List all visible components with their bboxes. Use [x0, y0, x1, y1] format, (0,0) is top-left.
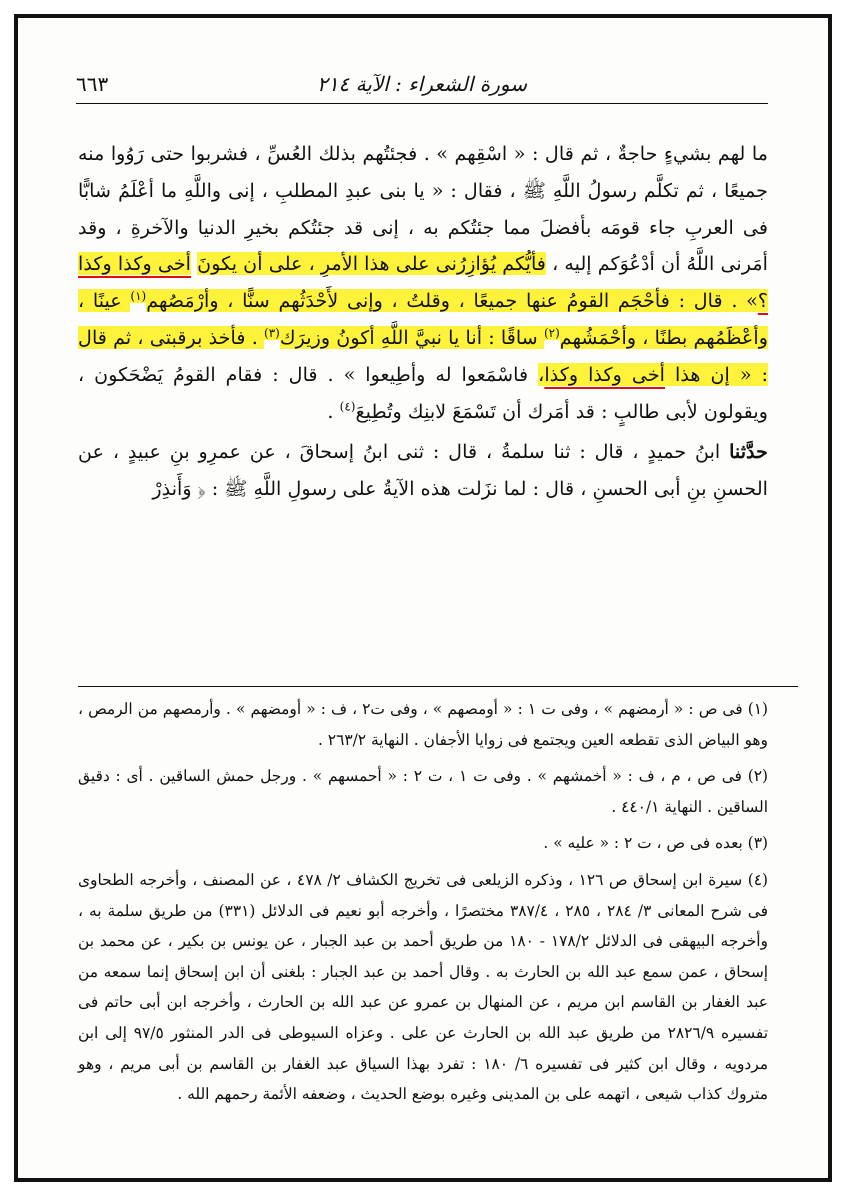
footnote-3: (٣) بعده فى ص ، ت ٢ : « عليه » .	[543, 834, 768, 853]
highlight-1: فأيُّكم يُؤازِرُنى على هذا الأمرِ ، على أن يكونَ	[197, 252, 546, 276]
main-text	[78, 136, 768, 508]
header-rule	[76, 103, 768, 104]
text-plain-3: ابنُ حميدٍ ، قال : ثنا سلمةُ ، قال : ثنى ابنُ إسحاقَ ، عن عمرِو بنِ عبيدٍ ، عن الحسنِ بنِ أبى الحسنِ ، قال : لما نزَلت هذه الآيةُ على رسولِ اللَّهِ ﷺ : ﴿ وَأَنذِرْ	[78, 440, 768, 501]
footnote-1: (١) فى ص : « أرمضهم » ، وفى ت ١ : « أومصهم » ، وفى ت٢ ، ف : « أومضهم » . وأرمصهم من الرمص ، وهو البياض الذى تقطعه العين ويجتمع فى زوايا الأجفان . النهاية ٢٦٣/٢ .	[78, 700, 768, 749]
footnote-4: (٤) سيرة ابن إسحاق ص ١٢٦ ، وذكره الزيلعى فى تخريج الكشاف ٢/ ٤٧٨ ، عن المصنف ، وأخرجه الطحاوى فى شرح المعانى ٣/ ٢٨٤ ، ٢٨٥ ، ٣٨٧/٤ مختصرًا ، وأخرجه أبو نعيم فى الدلائل (٣٣١) من طريق سلمة به ، وأخرجه البيهقى فى الدلائل ١٧٨/٢ - ١٨٠ من طريق أحمد بن عبد الجبار ، عن يونس بن بكير ، عن محمد بن إسحاق ، عمن سمع عبد الله بن الحارث به . وقال أحمد بن عبد الجبار : بلغنى أن ابن إسحاق إنما سمعه من عبد الغفار بن القاسم ابن مريم ، عن المنهال بن عمرو عن عبد الله بن الحارث ، وأخرجه ابن أبى حاتم فى تفسيره ٢٨٢٦/٩ من طريق عبد الله بن الحارث عن على . وعزاه السيوطى فى الدر المنثور ٩٧/٥ إلى ابن مردويه ، وقال ابن كثير فى تفسيره ٦/ ١٨٠ : تفرد بهذا السياق عبد الغفار بن القاسم بن أبى مريم ، وهو متروك كذاب شيعى ، اتهمه على بن المدينى وغيره بوضع الحديث ، وضعفه الأئمة رحمهم الله .	[78, 870, 768, 1104]
highlight-6: ،	[538, 362, 545, 386]
book-page	[18, 18, 828, 1178]
page-frame	[14, 14, 832, 1182]
page-header	[76, 66, 768, 104]
running-title: سورة الشعراء : الآية ٢١٤	[316, 72, 528, 96]
paragraph-1	[78, 136, 768, 430]
footnote-ref-3[interactable]: (٣)	[264, 325, 280, 340]
footnote-ref-1[interactable]: (١)	[130, 288, 147, 303]
underlined-phrase-2: أخى وكذا وكذا	[544, 362, 666, 386]
hadith-lead: حدَّثنا	[729, 440, 768, 464]
paragraph-2	[78, 434, 768, 508]
footnote-ref-2[interactable]: (٢)	[543, 325, 560, 340]
footnote-2: (٢) فى ص ، م ، ف : « أخمشهم » . وفى ت ١ ، ت ٢ : « أحمسهم » . ورجل حمش الساقين . أى : دقيق الساقين . النهاية ٤٤٠/١ .	[78, 767, 768, 816]
highlight-4: ساقًا : أنا يا نبيَّ اللَّهِ أكونُ وزيرَك	[279, 325, 538, 349]
highlight-2: » . قال : فأحْجَم القومُ عنها جميعًا ، وقلتُ ، وإنى لأَحْدَثُهم سنًّا ، وأرْمَصُهم	[146, 289, 758, 313]
underlined-phrase-1: أخى وكذا وكذا ؟	[78, 252, 769, 313]
text-plain-1: ما لهم بشيءٍ حاجةٌ ، ثم قال : « اسْقِهم » . فجئتُهم بذلك العُسِّ ، فشربوا حتى رَوُوا منه جميعًا ، ثم تكلَّم رسولُ اللَّهِ ﷺ ، فقال : « يا بنى عبدِ المطلبِ ، إنى واللَّهِ ما أعْلَمُ شابًّا فى العربِ جاء قومَه بأفضلَ مما جئتُكم به ، إنى قد جئتُكم بخيرِ الدنيا والآخرةِ ، وقد أمَرنى اللَّهُ أن أدْعُوَكم إليه ،	[78, 142, 768, 276]
page-number: ٦٦٣	[76, 72, 109, 96]
text-plain-2: فاسْمَعوا له وأطِيعوا » . قال : فقام القومُ يَضْحَكون ، ويقولون لأبى طالبٍ : قد أمَرك أن تَسْمَعَ لابنِك وتُطِيعَ	[78, 362, 768, 423]
paragraph-end: .	[327, 399, 334, 423]
footnote-ref-4[interactable]: (٤)	[339, 399, 356, 414]
highlight-3: عينًا ، وأعْظَمُهم بطنًا ، وأحْمَشُهم	[78, 289, 768, 349]
highlight-5: . فأخذ برقبتى ، ثم قال : « إن هذا	[78, 325, 768, 386]
footnote-separator	[78, 686, 798, 687]
footnotes	[78, 694, 768, 1110]
